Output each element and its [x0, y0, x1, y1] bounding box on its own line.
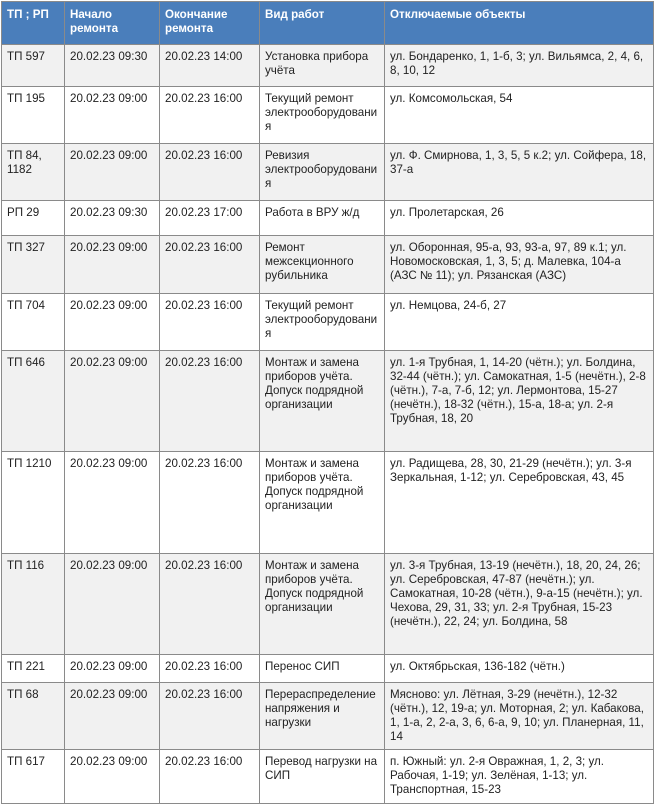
- cell-start: 20.02.23 09:00: [65, 144, 160, 201]
- table-row: [2, 87, 654, 144]
- cell-objects: ул. Радищева, 28, 30, 21-29 (нечётн.); ул. 3-я Зеркальная, 1-12; ул. Серебровская, 43, 45: [385, 452, 654, 554]
- table-row: [2, 236, 654, 294]
- header-start: Начало ремонта: [65, 2, 160, 45]
- cell-work-type: Работа в ВРУ ж/д: [260, 201, 385, 236]
- cell-work-type: Ремонт межсекционного рубильника: [260, 236, 385, 294]
- cell-end: 20.02.23 16:00: [160, 655, 260, 683]
- table-row: [2, 554, 654, 655]
- table-row: [2, 452, 654, 554]
- cell-end: 20.02.23 16:00: [160, 750, 260, 804]
- cell-objects: ул. 3-я Трубная, 13-19 (нечётн.), 18, 20, 24, 26; ул. Серебровская, 47-87 (нечётн.); ул. Самокатная, 10-28 (чётн.), 9-а-15 (нечётн.); ул. Чехова, 29, 31, 33; ул. 2-я Трубная, 15-23 (нечётн.), 22, 24; ул. Болдина, 58: [385, 554, 654, 655]
- cell-work-type: Монтаж и замена приборов учёта. Допуск подрядной организации: [260, 351, 385, 452]
- table-row: [2, 655, 654, 683]
- cell-work-type: Перераспределение напряжения и нагрузки: [260, 683, 385, 750]
- cell-start: 20.02.23 09:30: [65, 45, 160, 87]
- cell-end: 20.02.23 16:00: [160, 452, 260, 554]
- cell-start: 20.02.23 09:00: [65, 655, 160, 683]
- cell-end: 20.02.23 17:00: [160, 201, 260, 236]
- cell-start: 20.02.23 09:00: [65, 87, 160, 144]
- table-row: [2, 45, 654, 87]
- cell-work-type: Установка прибора учёта: [260, 45, 385, 87]
- cell-substation: ТП 617: [2, 750, 65, 804]
- cell-objects: ул. Бондаренко, 1, 1-б, 3; ул. Вильямса, 2, 4, 6, 8, 10, 12: [385, 45, 654, 87]
- table-row: [2, 144, 654, 201]
- table-body: [2, 45, 654, 804]
- outage-schedule-table: [1, 1, 654, 804]
- cell-work-type: Монтаж и замена приборов учёта. Допуск подрядной организации: [260, 452, 385, 554]
- header-row: [2, 2, 654, 45]
- cell-work-type: Текущий ремонт электрооборудования: [260, 294, 385, 351]
- cell-objects: ул. Ф. Смирнова, 1, 3, 5, 5 к.2; ул. Сойфера, 18, 37-а: [385, 144, 654, 201]
- cell-work-type: Перевод нагрузки на СИП: [260, 750, 385, 804]
- cell-start: 20.02.23 09:30: [65, 201, 160, 236]
- cell-substation: ТП 646: [2, 351, 65, 452]
- cell-start: 20.02.23 09:00: [65, 236, 160, 294]
- cell-start: 20.02.23 09:00: [65, 452, 160, 554]
- cell-objects: ул. Октябрьская, 136-182 (чётн.): [385, 655, 654, 683]
- cell-objects: ул. 1-я Трубная, 1, 14-20 (чётн.); ул. Болдина, 32-44 (чётн.); ул. Самокатная, 1-5 (нечётн.), 2-8 (чётн.), 7-а, 7-б, 12; ул. Лермонтова, 15-27 (нечётн.), 18-32 (чётн.), 15-а, 18-а; ул. 2-я Трубная, 18, 20: [385, 351, 654, 452]
- cell-objects: Мясново: ул. Лётная, 3-29 (нечётн.), 12-32 (чётн.), 12, 19-а; ул. Моторная, 2; ул. Кабакова, 1, 1-а, 2, 2-а, 3, 6, 6-а, 9, 10; ул. Планерная, 11, 14: [385, 683, 654, 750]
- cell-end: 20.02.23 16:00: [160, 294, 260, 351]
- header-objects: Отключаемые объекты: [385, 2, 654, 45]
- cell-start: 20.02.23 09:00: [65, 683, 160, 750]
- cell-end: 20.02.23 16:00: [160, 683, 260, 750]
- table-header: [2, 2, 654, 45]
- cell-work-type: Монтаж и замена приборов учёта. Допуск подрядной организации: [260, 554, 385, 655]
- cell-substation: ТП 68: [2, 683, 65, 750]
- cell-work-type: Текущий ремонт электрооборудования: [260, 87, 385, 144]
- cell-objects: ул. Немцова, 24-б, 27: [385, 294, 654, 351]
- cell-substation: ТП 1210: [2, 452, 65, 554]
- cell-substation: ТП 195: [2, 87, 65, 144]
- cell-substation: ТП 116: [2, 554, 65, 655]
- cell-end: 20.02.23 16:00: [160, 144, 260, 201]
- header-end: Окончание ремонта: [160, 2, 260, 45]
- cell-end: 20.02.23 16:00: [160, 351, 260, 452]
- cell-start: 20.02.23 09:00: [65, 554, 160, 655]
- cell-start: 20.02.23 09:00: [65, 351, 160, 452]
- cell-start: 20.02.23 09:00: [65, 294, 160, 351]
- cell-substation: ТП 84, 1182: [2, 144, 65, 201]
- cell-end: 20.02.23 16:00: [160, 87, 260, 144]
- table-row: [2, 351, 654, 452]
- header-substation: ТП ; РП: [2, 2, 65, 45]
- table-row: [2, 201, 654, 236]
- cell-substation: ТП 327: [2, 236, 65, 294]
- cell-objects: ул. Оборонная, 95-а, 93, 93-а, 97, 89 к.1; ул. Новомосковская, 1, 3, 5; д. Малевка, 104-а (АЗС № 11); ул. Рязанская (АЗС): [385, 236, 654, 294]
- header-work-type: Вид работ: [260, 2, 385, 45]
- cell-substation: РП 29: [2, 201, 65, 236]
- cell-work-type: Ревизия электрооборудования: [260, 144, 385, 201]
- cell-substation: ТП 597: [2, 45, 65, 87]
- cell-substation: ТП 704: [2, 294, 65, 351]
- cell-end: 20.02.23 14:00: [160, 45, 260, 87]
- table-row: [2, 683, 654, 750]
- cell-substation: ТП 221: [2, 655, 65, 683]
- cell-objects: ул. Пролетарская, 26: [385, 201, 654, 236]
- table-row: [2, 750, 654, 804]
- cell-start: 20.02.23 09:00: [65, 750, 160, 804]
- cell-work-type: Перенос СИП: [260, 655, 385, 683]
- cell-end: 20.02.23 16:00: [160, 236, 260, 294]
- cell-end: 20.02.23 16:00: [160, 554, 260, 655]
- cell-objects: п. Южный: ул. 2-я Овражная, 1, 2, 3; ул. Рабочая, 1-19; ул. Зелёная, 1-13; ул. Транспортная, 15-23: [385, 750, 654, 804]
- cell-objects: ул. Комсомольская, 54: [385, 87, 654, 144]
- table-row: [2, 294, 654, 351]
